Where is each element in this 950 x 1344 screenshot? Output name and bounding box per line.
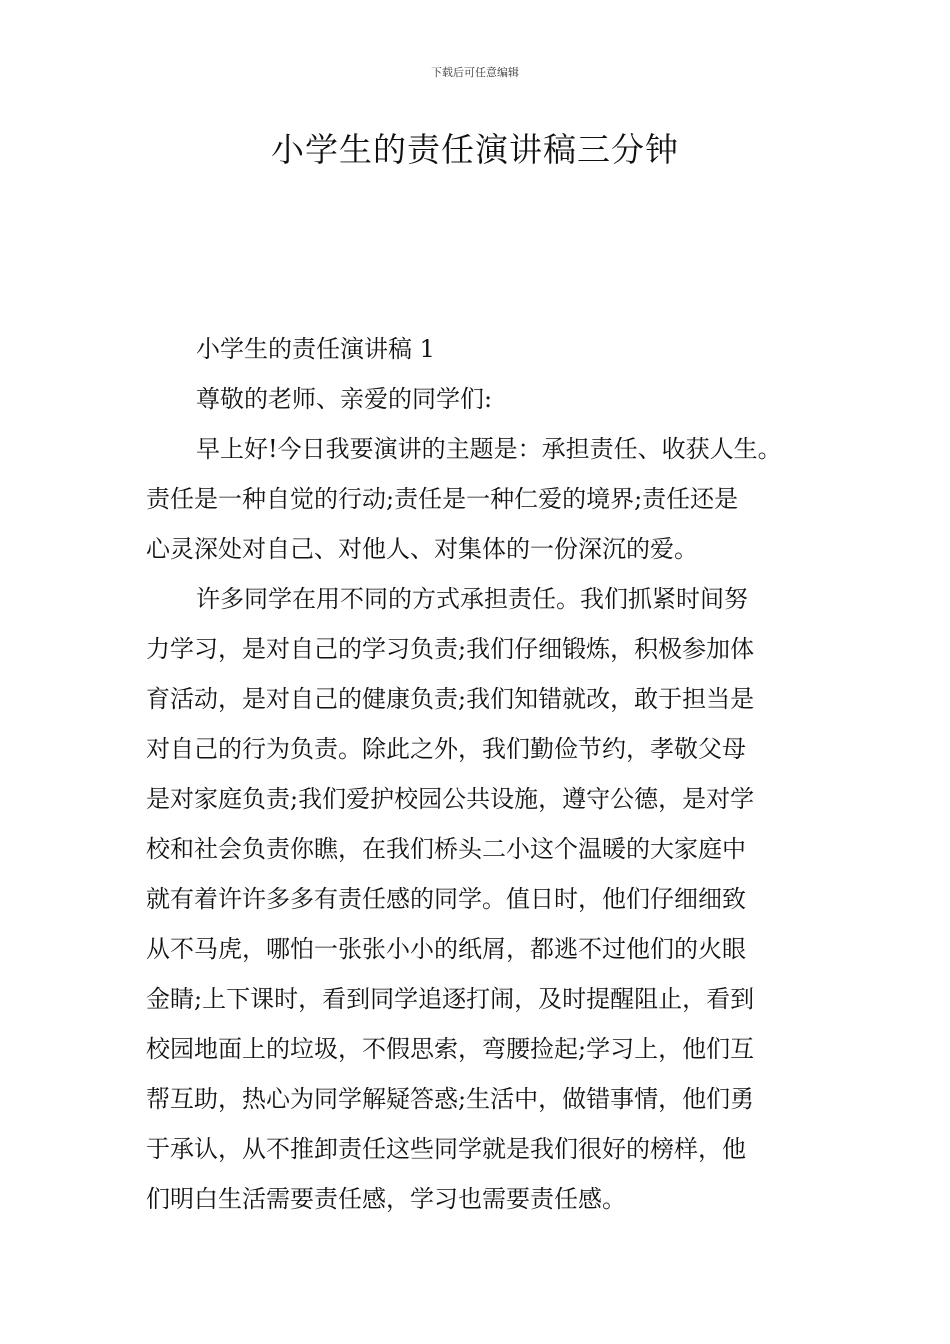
paragraph-1 (146, 424, 814, 574)
paragraph-line: 们明白生活需要责任感，学习也需要责任感。 (146, 1185, 626, 1213)
paragraph-line: 于承认，从不推卸责任这些同学就是我们很好的榜样，他 (146, 1135, 746, 1163)
salutation: 尊敬的老师、亲爱的同学们: (196, 385, 493, 413)
paragraph-line: 是对家庭负责;我们爱护校园公共设施，遵守公德，是对学 (146, 785, 755, 813)
page-header-note: 下载后可任意编辑 (431, 66, 519, 79)
paragraph-line: 早上好!今日我要演讲的主题是：承担责任、收获人生。 (196, 435, 782, 463)
paragraph-line: 力学习，是对自己的学习负责;我们仔细锻炼，积极参加体 (146, 635, 755, 663)
paragraph-line: 心灵深处对自己、对他人、对集体的一份深沉的爱。 (146, 535, 698, 563)
paragraph-line: 责任是一种自觉的行动;责任是一种仁爱的境界;责任还是 (146, 485, 739, 513)
section-heading: 小学生的责任演讲稿 1 (196, 335, 435, 363)
paragraph-line: 从不马虎，哪怕一张张小小的纸屑，都逃不过他们的火眼 (146, 935, 746, 963)
paragraph-line: 校和社会负责你瞧，在我们桥头二小这个温暖的大家庭中 (146, 835, 746, 863)
paragraph-line: 金睛;上下课时，看到同学追逐打闹，及时提醒阻止，看到 (146, 985, 755, 1013)
document-body (146, 324, 814, 1224)
paragraph-line: 对自己的行为负责。除此之外，我们勤俭节约，孝敬父母 (146, 735, 746, 763)
paragraph-line: 就有着许许多多有责任感的同学。值日时，他们仔细细致 (146, 885, 746, 913)
paragraph-2 (146, 574, 814, 1224)
paragraph-line: 校园地面上的垃圾，不假思索，弯腰捡起;学习上，他们互 (146, 1035, 755, 1063)
paragraph-line: 育活动，是对自己的健康负责;我们知错就改，敢于担当是 (146, 685, 755, 713)
paragraph-line: 帮互助，热心为同学解疑答惑;生活中，做错事情，他们勇 (146, 1085, 755, 1113)
paragraph-line: 许多同学在用不同的方式承担责任。我们抓紧时间努 (196, 585, 748, 613)
document-title: 小学生的责任演讲稿三分钟 (271, 130, 679, 169)
